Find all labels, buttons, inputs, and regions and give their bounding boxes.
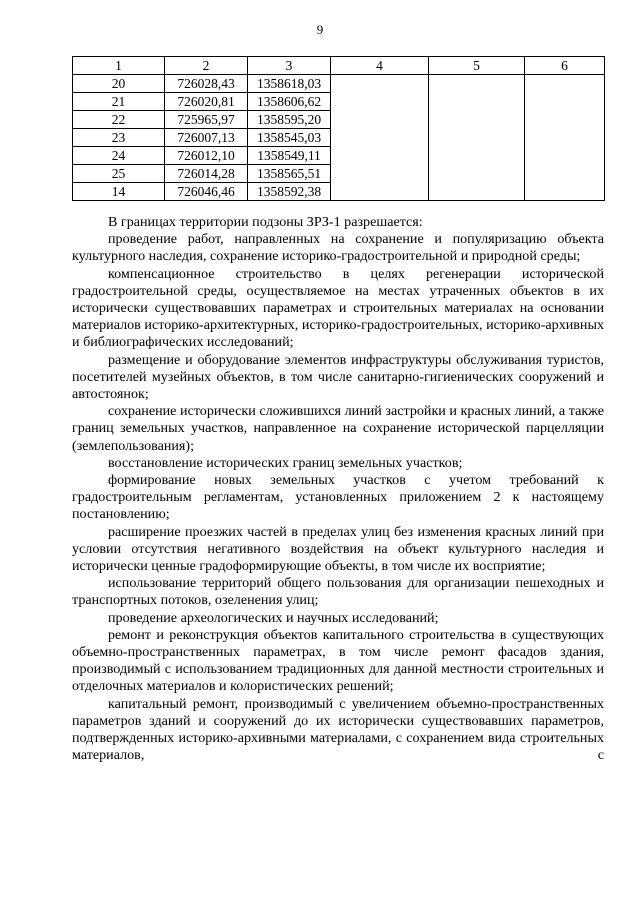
empty-cell [331,129,429,147]
point-number-cell: 25 [73,165,165,183]
empty-cell [429,183,525,201]
list-paragraph: формирование новых земельных участков с учетом требований к градостроительным регламентам, установленных приложением 2 к настоящему постановлению; [72,472,604,523]
empty-cell [429,147,525,165]
intro-paragraph: В границах территории подзоны ЗРЗ-1 разрешается: [108,214,423,230]
y-coordinate-cell: 1358606,62 [248,93,331,111]
empty-cell [331,165,429,183]
table-header-cell: 5 [429,57,525,75]
list-paragraph: расширение проезжих частей в пределах улиц без изменения красных линий при условии отсутствия негативного воздействия на объект культурного наследия и исторически ценные градоформирующие объекты, в том числе их восприятие; [72,523,604,575]
y-coordinate-cell: 1358592,38 [248,183,331,201]
table-row [73,183,605,201]
empty-cell [331,111,429,129]
list-paragraph: проведение археологических и научных исследований; [108,609,439,626]
table-header-cell: 1 [73,57,165,75]
empty-cell [331,183,429,201]
list-paragraph: проведение работ, направленных на сохранение и популяризацию объекта культурного наследия, сохранение историко-градостроительной и природной среды; [72,231,604,265]
empty-cell [525,165,605,183]
table-row [73,165,605,183]
coordinates-table [72,56,605,201]
list-paragraph: ремонт и реконструкция объектов капитального строительства в существующих объемно-пространственных параметрах, в том числе ремонт фасадов здания, производимый с использованием традиционных для данной местности строительных и отделочных материалов и колористических решений; [72,626,604,695]
list-paragraph: компенсационное строительство в целях регенерации исторической градостроительной среды, осуществляемое на местах утраченных объектов в их исторически существовавших параметрах и строительных материалах на основании материалов историко-архитектурных, историко-градостроительных, историко-архивных и библиографических исследований; [72,265,604,351]
point-number-cell: 20 [73,75,165,93]
empty-cell [429,111,525,129]
empty-cell [525,183,605,201]
table-row [73,129,605,147]
y-coordinate-cell: 1358565,51 [248,165,331,183]
page-number: 9 [316,22,324,37]
table-header-cell: 4 [331,57,429,75]
point-number-cell: 21 [73,93,165,111]
empty-cell [525,75,605,93]
empty-cell [525,147,605,165]
table-header-cell: 3 [248,57,331,75]
x-coordinate-cell: 726020,81 [165,93,248,111]
body-text [72,214,604,765]
point-number-cell: 24 [73,147,165,165]
x-coordinate-cell: 726014,28 [165,165,248,183]
empty-cell [429,129,525,147]
table-row [73,75,605,93]
point-number-cell: 23 [73,129,165,147]
empty-cell [331,147,429,165]
point-number-cell: 14 [73,183,165,201]
empty-cell [429,75,525,93]
y-coordinate-cell: 1358618,03 [248,75,331,93]
table-header-cell: 6 [525,57,605,75]
empty-cell [331,93,429,111]
x-coordinate-cell: 726012,10 [165,147,248,165]
list-paragraph: размещение и оборудование элементов инфраструктуры обслуживания туристов, посетителей музейных объектов, в том числе санитарно-гигиенических сооружений и автостоянок; [72,351,604,403]
list-paragraph: сохранение исторически сложившихся линий застройки и красных линий, а также границ земельных участков, направленное на сохранение исторической парцелляции (землепользования); [72,403,604,454]
y-coordinate-cell: 1358545,03 [248,129,331,147]
empty-cell [525,129,605,147]
table-row [73,93,605,111]
list-paragraph: восстановление исторических границ земельных участков; [108,454,463,471]
empty-cell [429,93,525,111]
list-paragraph: использование территорий общего пользования для организации пешеходных и транспортных потоков, озеленения улиц; [72,575,604,609]
list-paragraph: капитальный ремонт, производимый с увеличением объемно-пространственных параметров зданий и сооружений до их исторически существовавших параметров, подтвержденных историко-архивными материалами, с сохранением вида строительных материалов, с [72,695,604,764]
x-coordinate-cell: 726046,46 [165,183,248,201]
x-coordinate-cell: 726028,43 [165,75,248,93]
empty-cell [525,111,605,129]
table-header-cell: 2 [165,57,248,75]
empty-cell [525,93,605,111]
table-row [73,147,605,165]
y-coordinate-cell: 1358595,20 [248,111,331,129]
empty-cell [331,75,429,93]
table-row [73,111,605,129]
empty-cell [429,165,525,183]
y-coordinate-cell: 1358549,11 [248,147,331,165]
x-coordinate-cell: 725965,97 [165,111,248,129]
x-coordinate-cell: 726007,13 [165,129,248,147]
table-header-row [73,57,605,75]
point-number-cell: 22 [73,111,165,129]
